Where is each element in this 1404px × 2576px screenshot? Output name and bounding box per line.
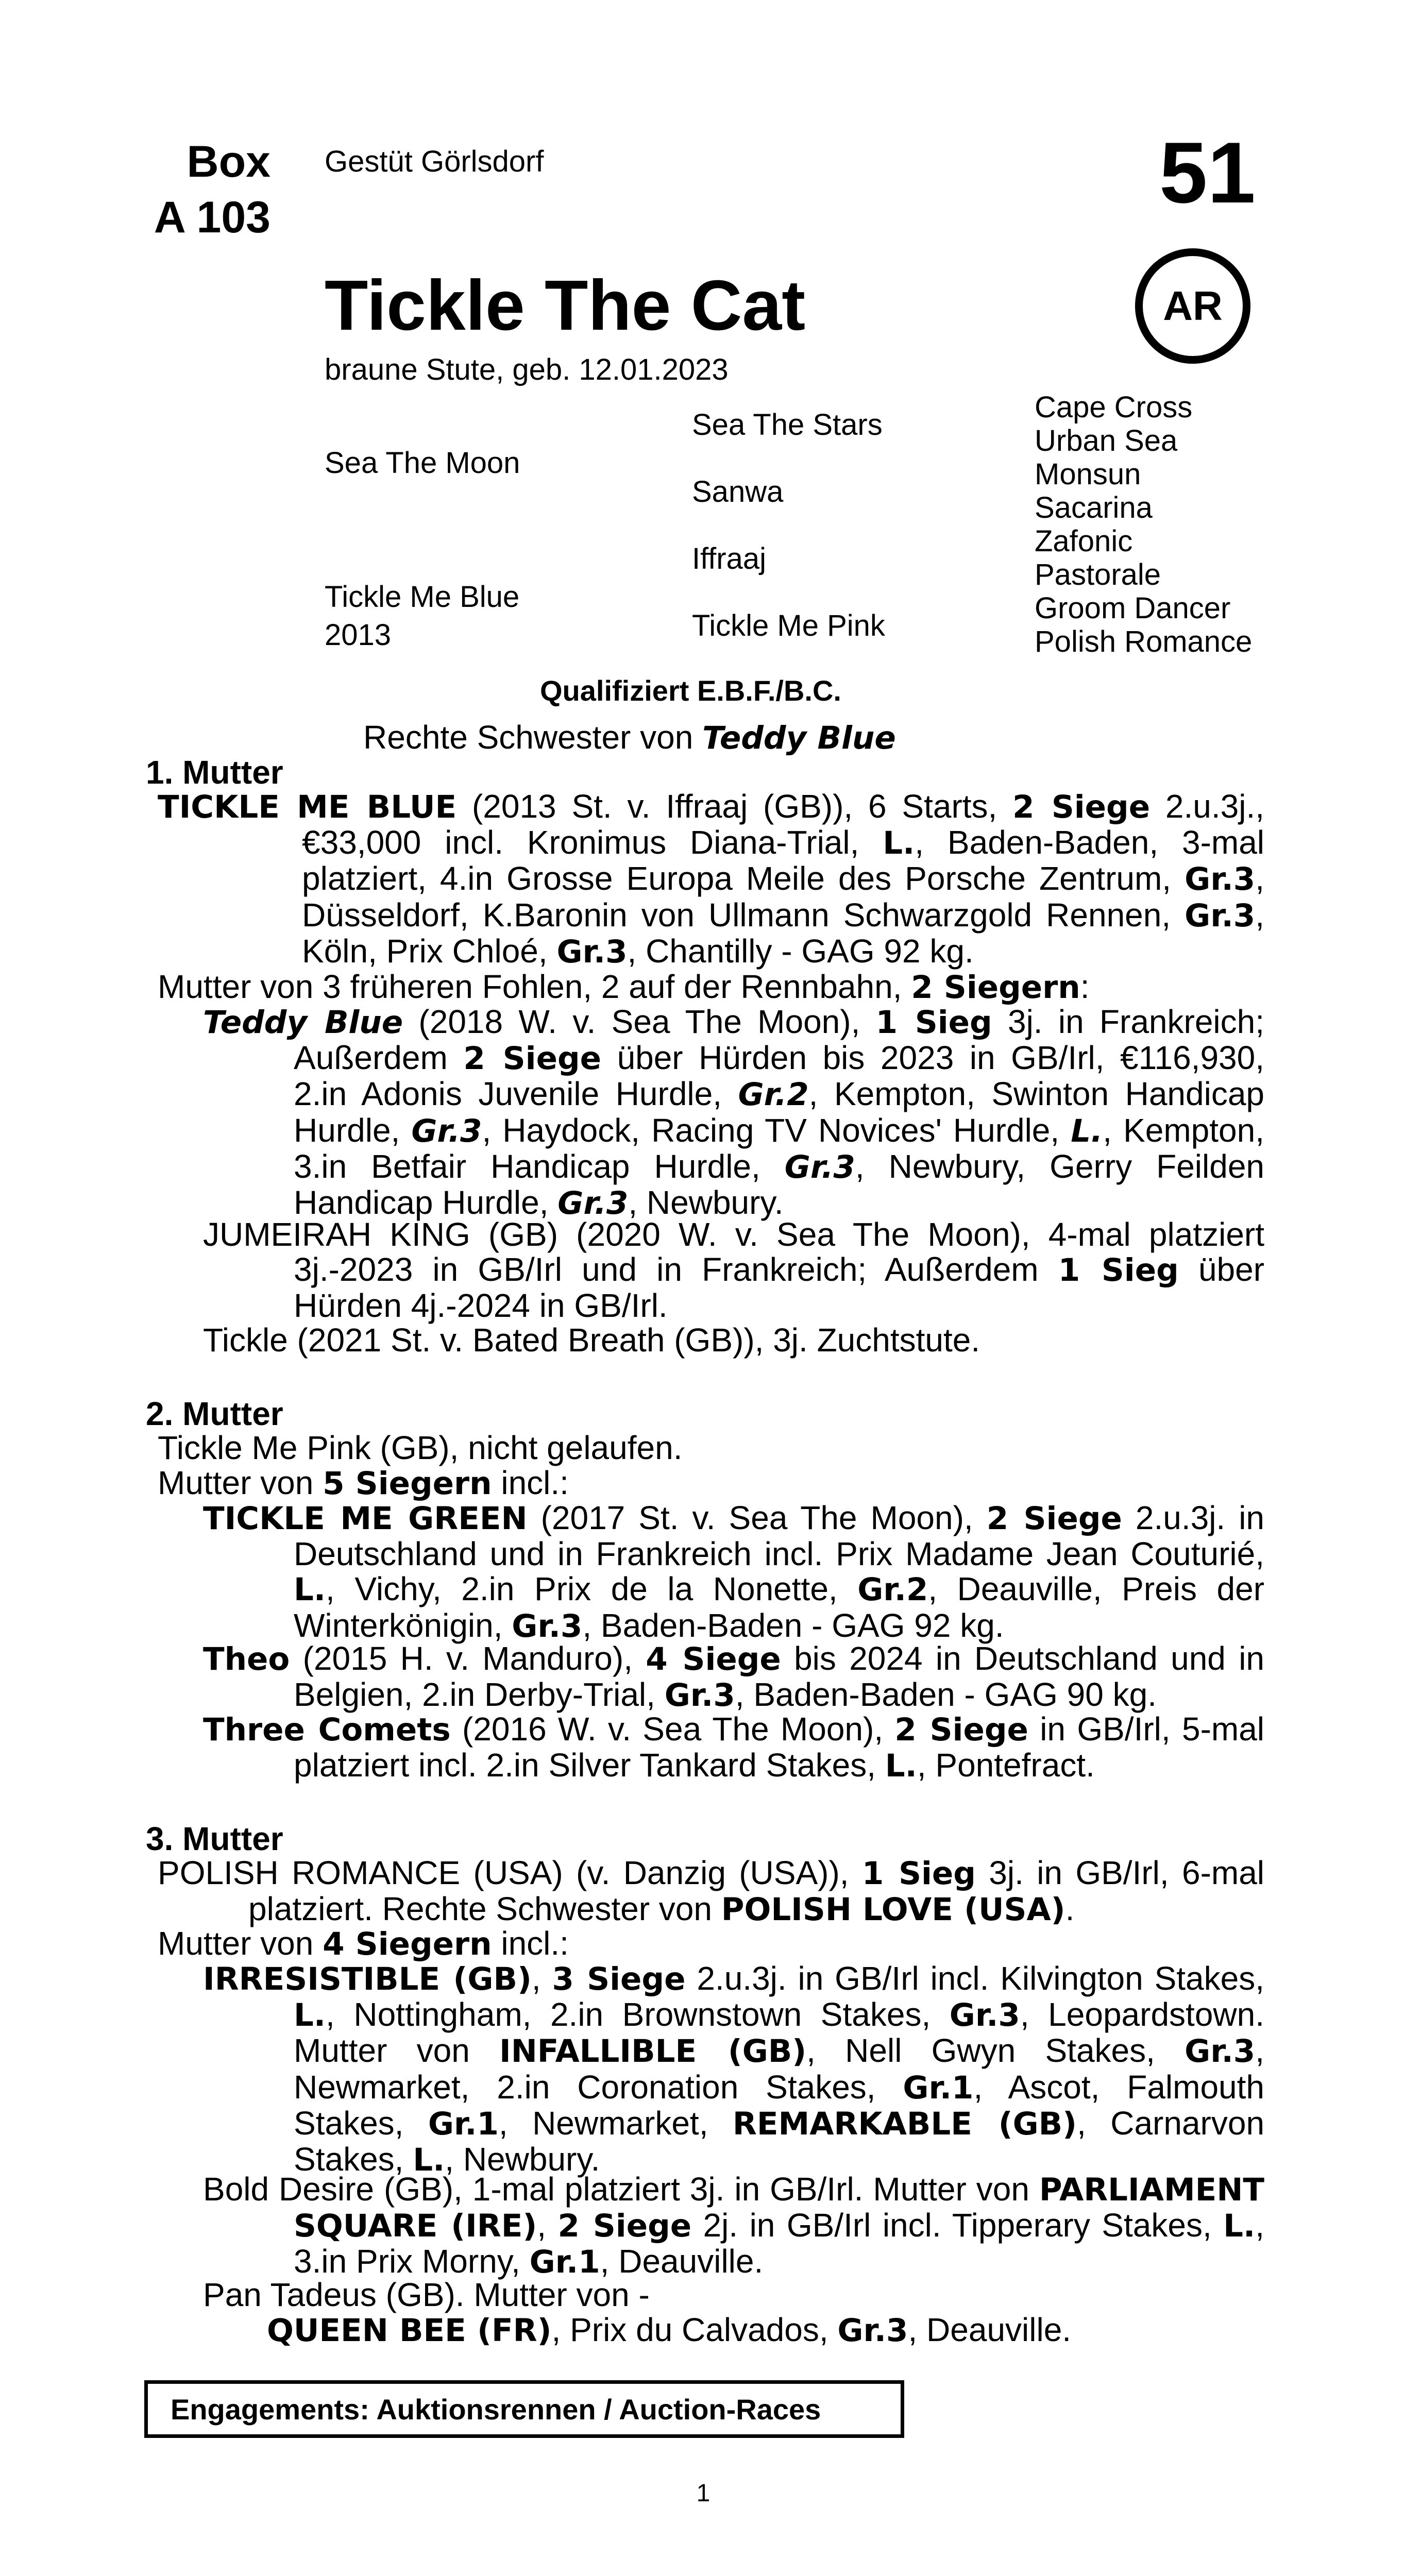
- dam-1-text: 2.u.3j., €33,000 incl. Kronimus Diana-Trial,: [302, 788, 1264, 861]
- pedigree-g3-5: Zafonic: [1035, 524, 1133, 558]
- dam-1-text: , Chantilly - GAG 92 kg.: [627, 932, 974, 970]
- foal-text: bis 2024 in Deutschland und in Belgien, 2.in Derby-Trial,: [294, 1640, 1265, 1714]
- foal-text: , Carnarvon Stakes,: [294, 2104, 1265, 2178]
- group-label: Gr.3: [949, 1997, 1020, 2034]
- foal-entry: Tickle (2021 St. v. Bated Breath (GB)), 3j. Zuchtstute.: [203, 1321, 980, 1359]
- produce-text: :: [1080, 968, 1090, 1005]
- foal-wins: 4 Siege: [646, 1641, 781, 1677]
- engagements-label: Engagements: Auktionsrennen / Auction-Races: [171, 2393, 821, 2426]
- group-label: Gr.3: [784, 1148, 855, 1185]
- group-label: Gr.1: [903, 2069, 974, 2106]
- group-label: Gr.2: [738, 1076, 809, 1113]
- foal-text: , Vichy, 2.in Prix de la Nonette,: [326, 1570, 858, 1608]
- foal-text: 2.u.3j. in GB/Irl incl. Kilvington Stakes,: [685, 1960, 1264, 1997]
- foal-text: in GB/Irl, 5-mal platziert incl. 2.in Silver Tankard Stakes,: [294, 1710, 1265, 1784]
- grandfoal-name: QUEEN BEE (FR): [267, 2312, 552, 2349]
- group-label: Gr.3: [1185, 897, 1256, 934]
- foal-entry: [203, 1961, 1264, 2178]
- foal-wins: 3 Siege: [552, 1961, 686, 1997]
- listed-label: L.: [413, 2142, 445, 2179]
- dam-1-wins: 2 Siege: [1012, 789, 1151, 825]
- foal-text: , Newbury.: [445, 2141, 600, 2178]
- foal-text: (2017 St. v. Sea The Moon),: [527, 1499, 987, 1536]
- group-label: Gr.1: [428, 2105, 499, 2142]
- dam-3-text: POLISH ROMANCE (USA) (v. Danzig (USA)),: [158, 1854, 862, 1891]
- pedigree-sire: Sea The Moon: [325, 446, 520, 480]
- section-title-2: 2. Mutter: [146, 1395, 283, 1432]
- pedigree-g3-1: Cape Cross: [1035, 391, 1193, 424]
- grandfoal-name: PARLIAMENT SQUARE (IRE): [294, 2172, 1264, 2245]
- foal-name: Theo: [203, 1641, 290, 1677]
- dam-3-sibling: POLISH LOVE (USA): [721, 1891, 1065, 1928]
- dam-2-entry: Tickle Me Pink (GB), nicht gelaufen.: [158, 1429, 683, 1466]
- box-number: A 103: [154, 193, 270, 242]
- ar-badge: [1135, 248, 1250, 364]
- foal-text: , Baden-Baden - GAG 92 kg.: [582, 1606, 1004, 1644]
- foal-text: , Ascot, Falmouth Stakes,: [294, 2068, 1264, 2142]
- produce-winners: 2 Siegern: [911, 969, 1080, 1006]
- foal-text: Bold Desire (GB), 1-mal platziert 3j. in GB/Irl. Mutter von: [203, 2171, 1039, 2208]
- foal-entry: [203, 1711, 1264, 1784]
- foal-text: JUMEIRAH KING (GB) (2020 W. v. Sea The Moon), 4-mal platziert 3j.-2023 in GB/Irl und in Frankreich; Außerdem: [203, 1216, 1264, 1289]
- produce-text: incl.:: [492, 1925, 569, 1962]
- dam-1-name: TICKLE ME BLUE: [158, 789, 457, 825]
- qualification: Qualifiziert E.B.F./B.C.: [540, 674, 841, 707]
- group-label: Gr.1: [529, 2244, 600, 2281]
- box-label: Box: [187, 137, 270, 187]
- foal-name: Three Comets: [203, 1711, 451, 1748]
- foal-text: , Nottingham, 2.in Brownstown Stakes,: [326, 1996, 950, 2033]
- group-label: Gr.3: [1185, 861, 1256, 898]
- section-title-3: 3. Mutter: [146, 1820, 283, 1857]
- group-label: Gr.3: [664, 1677, 735, 1714]
- foal-text: ,: [531, 1960, 552, 1997]
- dam-3-entry: [158, 1855, 1264, 1927]
- group-label: Gr.3: [1185, 2033, 1256, 2070]
- produce-text: Mutter von: [158, 1925, 323, 1962]
- dam-1-entry: [158, 789, 1264, 970]
- listed-label: L.: [294, 1997, 326, 2034]
- sister-line-text: Rechte Schwester von: [363, 719, 703, 756]
- foal-wins: 2 Siege: [463, 1040, 601, 1077]
- foal-entry: [203, 1004, 1264, 1221]
- foal-entry: [203, 1217, 1264, 1324]
- foal-text: , Newmarket, 2.in Coronation Stakes,: [294, 2032, 1264, 2106]
- horse-name: Tickle The Cat: [325, 266, 806, 345]
- pedigree-dam: Tickle Me Blue: [325, 580, 520, 614]
- listed-label: L.: [294, 1571, 326, 1608]
- pedigree-dam-dam: Tickle Me Pink: [692, 609, 885, 642]
- sister-line: [363, 718, 896, 756]
- produce-text: incl.:: [492, 1464, 569, 1501]
- pedigree-g3-3: Monsun: [1035, 457, 1141, 491]
- foal-text: , Haydock, Racing TV Novices' Hurdle,: [482, 1111, 1071, 1149]
- listed-label: L.: [883, 825, 915, 862]
- group-label: Gr.3: [411, 1112, 482, 1149]
- breeder: Gestüt Görlsdorf: [325, 145, 544, 178]
- dam-2-produce: [158, 1465, 569, 1501]
- dam-3-text: 3j. in GB/Irl, 6-mal platziert. Rechte Schwester von: [248, 1854, 1265, 1928]
- produce-text: Mutter von: [158, 1464, 323, 1501]
- section-title-1: 1. Mutter: [146, 754, 283, 791]
- foal-name: Teddy Blue: [203, 1004, 403, 1041]
- pedigree-g3-4: Sacarina: [1035, 491, 1153, 524]
- foal-text: (2016 W. v. Sea The Moon),: [450, 1710, 895, 1748]
- dam-1-text: (2013 St. v. Iffraaj (GB)), 6 Starts,: [456, 788, 1013, 825]
- sister-line-name: Teddy Blue: [702, 720, 896, 756]
- produce-winners: 5 Siegern: [323, 1465, 492, 1502]
- group-label: Gr.3: [557, 1185, 629, 1222]
- foal-text: ,: [537, 2207, 558, 2244]
- foal-text: , Nell Gwyn Stakes,: [806, 2032, 1185, 2070]
- horse-description: braune Stute, geb. 12.01.2023: [325, 353, 729, 386]
- pedigree-g3-7: Groom Dancer: [1035, 591, 1231, 625]
- grandfoal-entry: [267, 2312, 1071, 2348]
- listed-label: L.: [885, 1748, 917, 1785]
- foal-entry: [203, 1500, 1264, 1644]
- foal-entry: [203, 1641, 1264, 1713]
- grandfoal-name: INFALLIBLE (GB): [499, 2033, 807, 2070]
- dam-1-produce: [158, 969, 1089, 1005]
- foal-text: über Hürden 4j.-2024 in GB/Irl.: [294, 1251, 1265, 1325]
- dam-1-text: , Düsseldorf, K.Baronin von Ullmann Schwarzgold Rennen,: [302, 860, 1264, 934]
- dam-3-wins: 1 Sieg: [861, 1855, 976, 1892]
- lot-number: 51: [1159, 124, 1256, 221]
- foal-text: , Kempton, Swinton Handicap Hurdle,: [294, 1075, 1265, 1149]
- foal-entry: Pan Tadeus (GB). Mutter von -: [203, 2276, 650, 2313]
- group-label: Gr.3: [512, 1607, 583, 1645]
- foal-wins: 2 Siege: [557, 2208, 692, 2245]
- grandfoal-name: REMARKABLE (GB): [732, 2105, 1077, 2142]
- foal-entry: [203, 2172, 1264, 2280]
- pedigree-g3-8: Polish Romance: [1035, 625, 1253, 658]
- foal-name: IRRESISTIBLE (GB): [203, 1961, 532, 1997]
- page-number: 1: [696, 2480, 711, 2507]
- dam-1-text: , Köln, Prix Chloé,: [302, 896, 1264, 970]
- pedigree-sire-sire: Sea The Stars: [692, 408, 883, 442]
- group-label: Gr.3: [837, 2312, 908, 2349]
- produce-winners: 4 Siegern: [323, 1926, 492, 1962]
- dam-3-text: .: [1065, 1890, 1075, 1928]
- foal-text: 2.u.3j. in Deutschland und in Frankreich incl. Prix Madame Jean Couturié,: [294, 1499, 1265, 1573]
- foal-text: , Newmarket,: [498, 2104, 733, 2142]
- foal-text: , Leopardstown. Mutter von: [294, 1996, 1264, 2070]
- dam-3-produce: [158, 1926, 569, 1962]
- produce-text: Mutter von 3 früheren Fohlen, 2 auf der Rennbahn,: [158, 968, 911, 1005]
- foal-text: über Hürden bis 2023 in GB/Irl, €116,930, 2.in Adonis Juvenile Hurdle,: [294, 1039, 1265, 1113]
- ar-badge-label: AR: [1163, 283, 1223, 329]
- foal-name: TICKLE ME GREEN: [203, 1500, 528, 1537]
- foal-wins: 2 Siege: [894, 1711, 1028, 1748]
- foal-wins: 1 Sieg: [1058, 1252, 1179, 1289]
- foal-text: , Kempton, 3.in Betfair Handicap Hurdle,: [294, 1111, 1265, 1185]
- foal-text: , Newbury.: [628, 1184, 784, 1222]
- group-label: Gr.3: [556, 933, 628, 970]
- pedigree-g3-6: Pastorale: [1035, 558, 1161, 591]
- engagements-box: [144, 2380, 904, 2438]
- foal-text: (2018 W. v. Sea The Moon),: [403, 1003, 876, 1040]
- pedigree-g3-2: Urban Sea: [1035, 424, 1178, 457]
- foal-text: , Baden-Baden - GAG 90 kg.: [735, 1676, 1157, 1714]
- listed-label: L.: [1223, 2208, 1256, 2245]
- dam-1-text: , Baden-Baden, 3-mal platziert, 4.in Grosse Europa Meile des Porsche Zentrum,: [302, 824, 1265, 897]
- pedigree-dam-year: 2013: [325, 618, 392, 652]
- pedigree-dam-sire: Iffraaj: [692, 542, 767, 575]
- grandfoal-text: , Prix du Calvados,: [551, 2311, 838, 2348]
- foal-wins: 2 Siege: [986, 1500, 1122, 1537]
- foal-text: 3j. in Frankreich; Außerdem: [294, 1003, 1265, 1077]
- grandfoal-text: , Deauville.: [908, 2311, 1072, 2348]
- group-label: Gr.2: [857, 1571, 928, 1608]
- foal-text: , Newbury, Gerry Feilden Handicap Hurdle,: [294, 1147, 1265, 1222]
- foal-text: , Pontefract.: [917, 1747, 1095, 1784]
- foal-text: , 3.in Prix Morny,: [294, 2207, 1264, 2280]
- foal-wins: 1 Sieg: [875, 1004, 992, 1041]
- foal-text: , Deauville.: [600, 2243, 764, 2280]
- foal-text: (2015 H. v. Manduro),: [290, 1640, 646, 1677]
- pedigree-sire-dam: Sanwa: [692, 475, 784, 509]
- foal-text: , Deauville, Preis der Winterkönigin,: [294, 1570, 1265, 1644]
- foal-text: 2j. in GB/Irl incl. Tipperary Stakes,: [691, 2207, 1224, 2244]
- listed-label: L.: [1071, 1112, 1103, 1149]
